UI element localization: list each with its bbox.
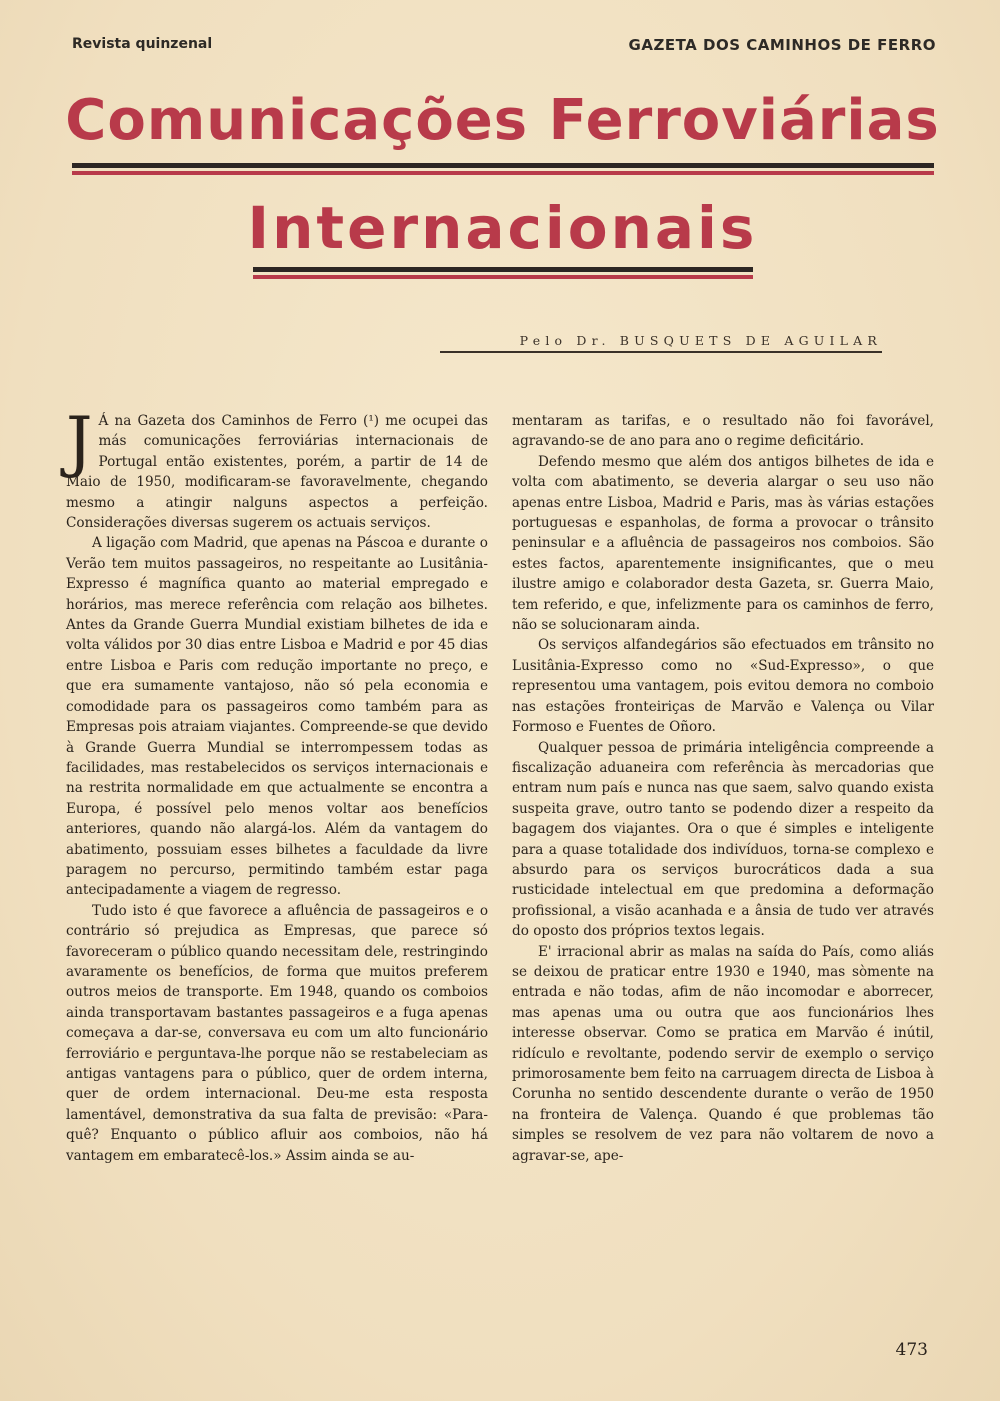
running-head-right: GAZETA DOS CAMINHOS DE FERRO [628,36,936,54]
byline-rule [440,351,882,353]
article-column-right [512,411,934,1166]
paragraph: E' irracional abrir as malas na saída do País, como aliás se deixou de praticar entre 1930 e 1940, mas sòmente na entrada e não todas, afim de não incomodar e aborrecer, mas apenas uma ou outra que aos funcionários lhes interesse observar. Como se pratica em Marvão é inútil, ridículo e revoltante, podendo servir de exemplo o serviço primorosamente bem feito na carruagem directa de Lisboa à Corunha no sentido descendente durante o verão de 1950 na fronteira de Valença. Quando é que problemas tão simples se resolvem de vez para não voltarem de novo a agravar-se, ape- [512,943,934,1164]
title-rule-1 [72,163,934,175]
paragraph: Á na Gazeta dos Caminhos de Ferro (¹) me ocupei das más comunicações ferroviárias internacionais de Portugal então existentes, porém, a partir de 14 de Maio de 1950, modificaram-se favoravelmente, chegando mesmo a atingir nalguns aspectos a perfeição. Considerações diversas sugerem os actuais serviços. [66,413,488,532]
running-head [72,36,936,58]
paragraph: Tudo isto é que favorece a afluência de passageiros e o contrário só prejudica as Empresas, que parece só favoreceram o público quando necessitam dele, restringindo avaramente os benefícios, de forma que muitos preferem outros meios de transporte. Em 1948, quando os comboios ainda transportavam bastantes passageiros e a fuga apenas começava a dar-se, conversava eu com um alto funcionário ferroviário e perguntava-lhe porque não se restabeleciam as antigas vantagens para o público, quer de ordem interna, quer de ordem internacional. Deu-me esta resposta lamentável, demonstrativa da sua falta de previsão: «Para-quê? Enquanto o público afluir aos comboios, não há vantagem em embaratecê-los.» Assim ainda se au- [66,902,488,1164]
running-head-left: Revista quinzenal [72,36,213,52]
title-line-1: Comunicações Ferroviárias [65,88,940,153]
paragraph: A ligação com Madrid, que apenas na Páscoa e durante o Verão tem muitos passageiros, no respeitante ao Lusitânia-Expresso é magnífica quanto ao material empregado e horários, mas merece referência com relação aos bilhetes. Antes da Grande Guerra Mundial existiam bilhetes de ida e volta válidos por 30 dias entre Lisboa e Madrid e por 45 dias entre Lisboa e Paris com redução importante no preço, e que era sumamente vantajoso, não só pela economia e comodidade para os passageiros como também para as Empresas pois atraiam viajantes. Compreende-se que devido à Grande Guerra Mundial se interrompessem todas as facilidades, mas restabelecidos os serviços internacionais e na restrita normalidade em que actualmente se encontra a Europa, é possível pelo menos voltar aos benefícios anteriores, quando não alargá-los. Além da vantagem do abatimento, possuiam esses bilhetes a faculdade da livre paragem no percurso, permitindo também estar paga antecipadamente a viagem de regresso. [66,535,488,899]
title-line-2: Internacionais [247,194,758,262]
page-number: 473 [895,1340,928,1360]
paragraph: Os serviços alfandegários são efectuados em trânsito no Lusitânia-Expresso como no «Sud-Expresso», o que representou uma vantagem, pois evitou demora no comboio nas estações fronteiriças de Marvão e Valença ou Vilar Formoso e Fuentes de Oñoro. [512,637,934,736]
paragraph: Qualquer pessoa de primária inteligência compreende a fiscalização aduaneira com referência às mercadorias que entram num país e nunca nas que saem, salvo quando exista suspeita grave, outro tanto se podendo dizer a respeito da bagagem dos viajantes. Ora o que é simples e inteligente para a quase totalidade dos indivíduos, torna-se complexo e absurdo para os serviços burocráticos dada a sua rusticidade intelectual em que predomina a deformação profissional, a visão acanhada e a ânsia de tudo ver através do oposto dos próprios textos legais. [512,739,934,940]
title-rule-2 [253,267,753,279]
paragraph: Defendo mesmo que além dos antigos bilhetes de ida e volta com abatimento, se deveria alargar o seu uso não apenas entre Lisboa, Madrid e Paris, mas às várias estações portuguesas e espanholas, de forma a provocar o trânsito peninsular e a afluência de passageiros nos comboios. São estes factos, aparentemente insignificantes, que o meu ilustre amigo e colaborador desta Gazeta, sr. Guerra Maio, tem referido, e que, infelizmente para os caminhos de ferro, não se solucionaram ainda. [512,453,934,634]
drop-cap: J [66,403,93,480]
byline: Pelo Dr. BUSQUETS DE AGUILAR [519,333,882,348]
article-column-left [66,403,488,1166]
paragraph: mentaram as tarifas, e o resultado não foi favorável, agravando-se de ano para ano o regime deficitário. [512,413,934,450]
